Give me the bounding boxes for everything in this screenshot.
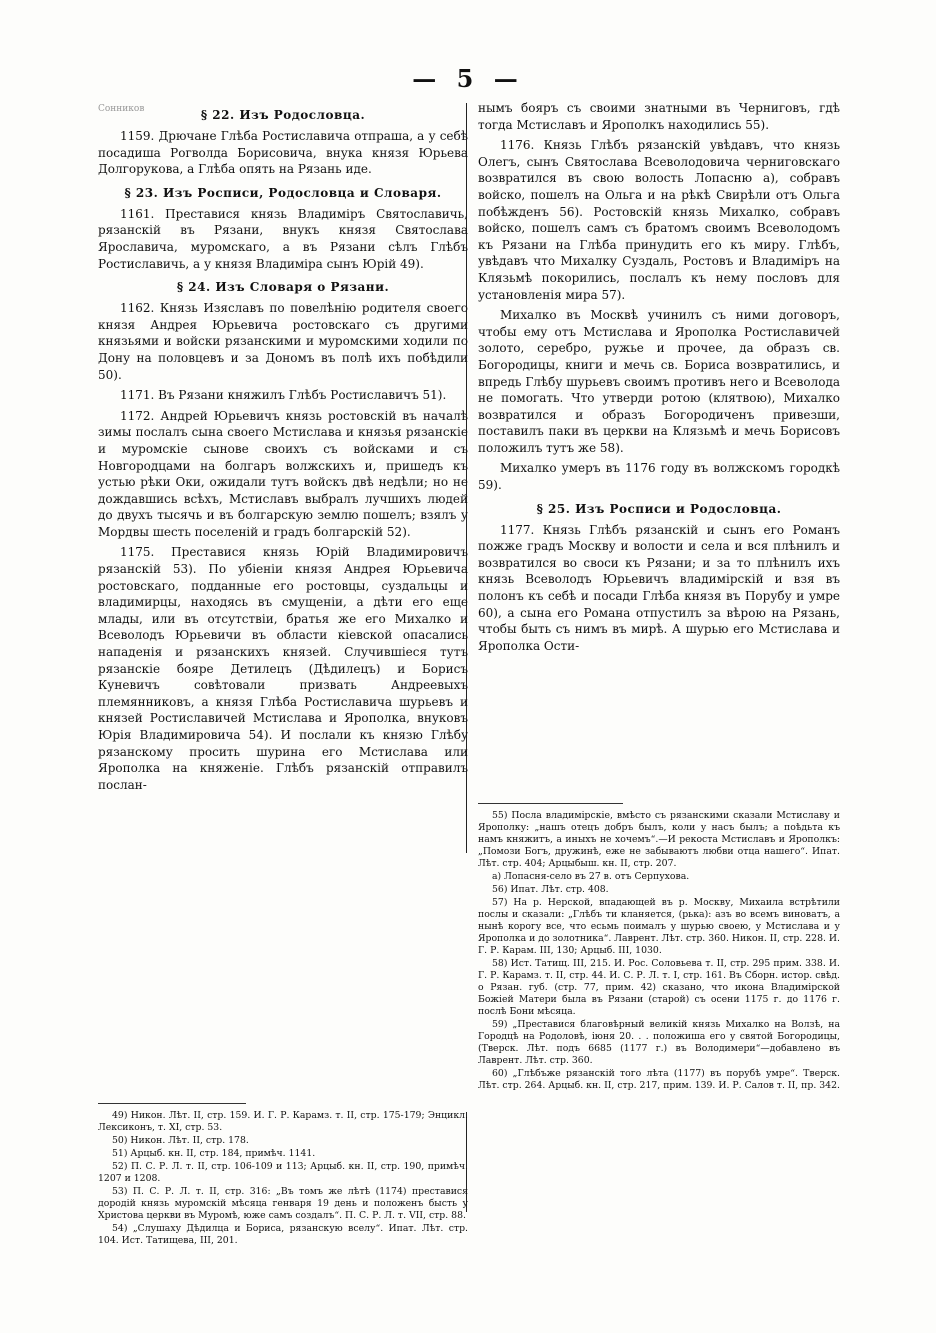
entry-1172: 1172. Андрей Юрьевичъ князь ростовскій въ началѣ зимы послалъ сына своего Мстислава и князья рязанскіе и муромскіе сынове своихъ съ войсками и съ Новгородцами на болгаръ волжскихъ и, пришедъ къ устью рѣки Оки, ожидали тутъ войскъ двѣ недѣли; но не дождавшись всѣхъ, Мстиславъ выбралъ лучшихъ людей до двухъ тысячь и въ болгарскую землю пошелъ; взялъ у Мордвы шесть поселеній и градъ болгарскій 52). xyxy=(98,408,468,539)
entry-1171: 1171. Въ Рязани княжилъ Глѣбъ Ростиславичъ 51). xyxy=(120,388,447,403)
entry-1159: 1159. Дрючане Глѣба Ростиславича отпраша, а у себѣ посадиша Рогволда Борисовича, внука князя Юрьева Долгорукова, а Глѣба опять на Рязань иде. xyxy=(98,129,468,177)
entry-1176-a: 1176. Князь Глѣбъ рязанскій увѣдавъ, что князь Олегъ, сынъ Святослава Всеволодовича черниговскаго возвратился въ свою волость Лопасню а), собравъ войско, пошелъ на Ольга и на рѣкѣ Свирѣли отъ Ольга побѣжденъ 56). Ростовскій князь Михалко, собравъ войско, пошелъ самъ съ братомъ своимъ Всеволодомъ къ Рязани на Глѣба принудить его къ миру. Глѣбъ, увѣдавъ что Михалку Суздаль, Ростовъ и Владиміръ на Клязьмѣ покорились, послалъ къ нему пословъ для установленія мира 57). xyxy=(478,138,840,302)
entry-continuation: нымъ бояръ съ своими знатными въ Черниговъ, гдѣ тогда Мстиславъ и Ярополкъ находились 55). xyxy=(478,101,840,132)
page-number: — 5 — xyxy=(412,64,524,93)
entry-1176-b: Михалко въ Москвѣ учинилъ съ ними договоръ, чтобы ему отъ Мстислава и Ярополка Ростиславичей золото, серебро, ружье и прочее, да образъ св. Богородицы, книги и мечь св. Бориса возвратились, и впредь Глѣбу шурьевъ своимъ противъ него и Всеволода не помогать. Что утверди ротою (клятвою), Михалко возвратился и образъ Богородиченъ привезши, поставилъ паки въ церкви на Клязьмѣ и мечь Борисовъ положилъ тутъ же 58). xyxy=(478,308,840,455)
section-25-heading: § 25. Изъ Росписи и Родословца. xyxy=(536,501,782,516)
footnote-53: 53) П. С. Р. Л. т. II, стр. 316: „Въ томъ же лѣтѣ (1174) преставися дородій князь муромскій мѣсяца генваря 19 день и положенъ бысть у Христова церкви въ Муромѣ, юже самъ создалъ“. П. С. Р. Л. т. VII, стр. 88. xyxy=(98,1186,468,1221)
right-footnotes xyxy=(478,795,840,1093)
right-column xyxy=(478,100,840,658)
entry-1161: 1161. Преставися князь Владиміръ Святославичь, рязанскій въ Рязани, внукъ князя Святослава Ярославича, муромскаго, а въ Рязани сѣлъ Глѣбъ Ростиславичь, а у князя Владиміра сынъ Юрій 49). xyxy=(98,206,468,271)
section-23-heading: § 23. Изъ Росписи, Родословца и Словаря. xyxy=(124,185,442,200)
footnote-54: 54) „Слушаху Дѣдилца и Бориса, рязанскую вселу“. Ипат. Лѣт. стр. 104. Ист. Татищева, III, 201. xyxy=(98,1223,468,1246)
entry-1176-c: Михалко умеръ въ 1176 году въ волжскомъ городкѣ 59). xyxy=(478,461,840,493)
section-24-heading: § 24. Изъ Словаря о Рязани. xyxy=(176,280,390,295)
footnote-rule xyxy=(98,1103,246,1104)
entry-1177: 1177. Князь Глѣбъ рязанскій и сынъ его Романъ пожже градъ Москву и волости и села и вся плѣнилъ и возвратился во своси къ Рязани; и за то плѣнилъ ихъ князь Всеволодъ Юрьевичъ владимірскій и взя въ полонъ къ себѣ и посади Глѣба князя въ Порубу и умре 60), а сына его Романа отпустилъ за вѣрою на Рязань, чтобы быть съ нимъ въ мирѣ. А шурью его Мстислава и Ярополка Ости- xyxy=(478,522,840,653)
footnote-57: 57) На р. Нерской, впадающей въ р. Москву, Михаила встрѣтили послы и сказали: „Глѣбъ ти кланяется, (рька): азъ во всемъ виноватъ, а нынѣ корогу все, что есьмь поималъ у шурью своею, у Мстислава и у Ярополка и до золотника“. Лаврент. Лѣт. стр. 360. Никон. II, стр. 228. И. Г. Р. Карам. III, 130; Арцыб. III, 1030. xyxy=(478,897,840,956)
footnote-58: 58) Ист. Татищ. III, 215. И. Рос. Соловьева т. II, стр. 295 прим. 338. И. Г. Р. Карамз. т. II, стр. 44. И. С. Р. Л. т. I, стр. 161. Въ Сборн. истор. свѣд. о Рязан. губ. (стр. 77, прим. 42) сказано, что икона Владимірской Божіей Матери была въ Рязани (старой) съ осени 1175 г. до 1176 г. послѣ Бони мѣсяца. xyxy=(478,958,840,1017)
footnote-56: 56) Ипат. Лѣт. стр. 408. xyxy=(492,884,609,895)
left-footnotes xyxy=(98,1095,468,1248)
footnote-50: 50) Никон. Лѣт. II, стр. 178. xyxy=(112,1135,249,1146)
footnote-rule xyxy=(478,803,623,804)
entry-1162: 1162. Князь Изяславъ по повелѣнію родителя своего князя Андрея Юрьевича ростовскаго съ другими князьями и войски рязанскими и муромскими ходили по Дону на половцевъ и за Дономъ въ полѣ ихъ побѣдили 50). xyxy=(98,301,468,382)
continuation-top: Сонников xyxy=(98,104,145,114)
footnote-59: 59) „Преставися благовѣрный великій князь Михалко на Волзѣ, на Городцѣ на Родоловѣ, іюня 20. . . положиша его у святой Богородицы, (Тверск. Лѣт. подъ 6685 (1177 г.) въ Володимери“—добавлено въ Лаврент. Лѣт. стр. 360. xyxy=(478,1019,840,1066)
footnote-a: а) Лопасня-село въ 27 в. отъ Серпухова. xyxy=(492,871,690,882)
footnote-51: 51) Арцыб. кн. II, стр. 184, примѣч. 1141. xyxy=(112,1148,316,1159)
footnote-55: 55) Посла владимірскіе, вмѣсто съ рязанскими сказали Мстиславу и Ярополку: „нашъ отецъ добръ былъ, коли у насъ былъ; а поѣдьта къ намъ княжитъ, а иныхъ не хочемъ“.—И рекоста Мстиславъ и Ярополкъ: „Помози Богъ, дружинѣ, еже не забываютъ любви отца нашего“. Ипат. Лѣт. стр. 404; Арцыбыш. кн. II, стр. 207. xyxy=(478,810,840,869)
left-column xyxy=(98,100,468,797)
footnote-49: 49) Никон. Лѣт. II, стр. 159. И. Г. Р. Карамз. т. II, стр. 175-179; Энцикл. Лексиконъ, т. XI, стр. 53. xyxy=(98,1110,468,1133)
section-22-heading: § 22. Изъ Родословца. xyxy=(200,108,366,122)
footnote-60: 60) „Глѣбъже рязанскій того лѣта (1177) въ порубѣ умре“. Тверск. Лѣт. стр. 264. Арцыб. кн. II, стр. 217, прим. 139. И. Р. Салов т. II, пр. 342. xyxy=(478,1068,840,1091)
entry-1175: 1175. Преставися князь Юрій Владимировичъ рязанскій 53). По убіеніи князя Андрея Юрьевича ростовскаго, подданные его ростовцы, суздальцы и владимирцы, находясь въ смущеніи, а дѣти его еще млады, или въ отсутствіи, братья же его Михалко и Всеволодъ Юрьевичи въ области кіевской опасались нападенія и рязанскихъ князей. Случившіеся тутъ рязанскіе бояре Детилецъ (Дѣдилецъ) и Борисъ Куневичъ совѣтовали призвать Андреевыхъ племянниковъ, а князя Глѣба Ростиславича шурьевъ и князей Ростиславичей Мстислава и Ярополка, внуковъ Юрія Владимировича 54). И послали къ князю Глѣбу рязанскому просить шурина его Мстислава или Ярополка на княженіе. Глѣбъ рязанскій отправилъ послан- xyxy=(98,545,468,792)
footnote-52: 52) П. С. Р. Л. т. II, стр. 106-109 и 113; Арцыб. кн. II, стр. 190, примѣч. 1207 и 1208. xyxy=(98,1161,468,1184)
